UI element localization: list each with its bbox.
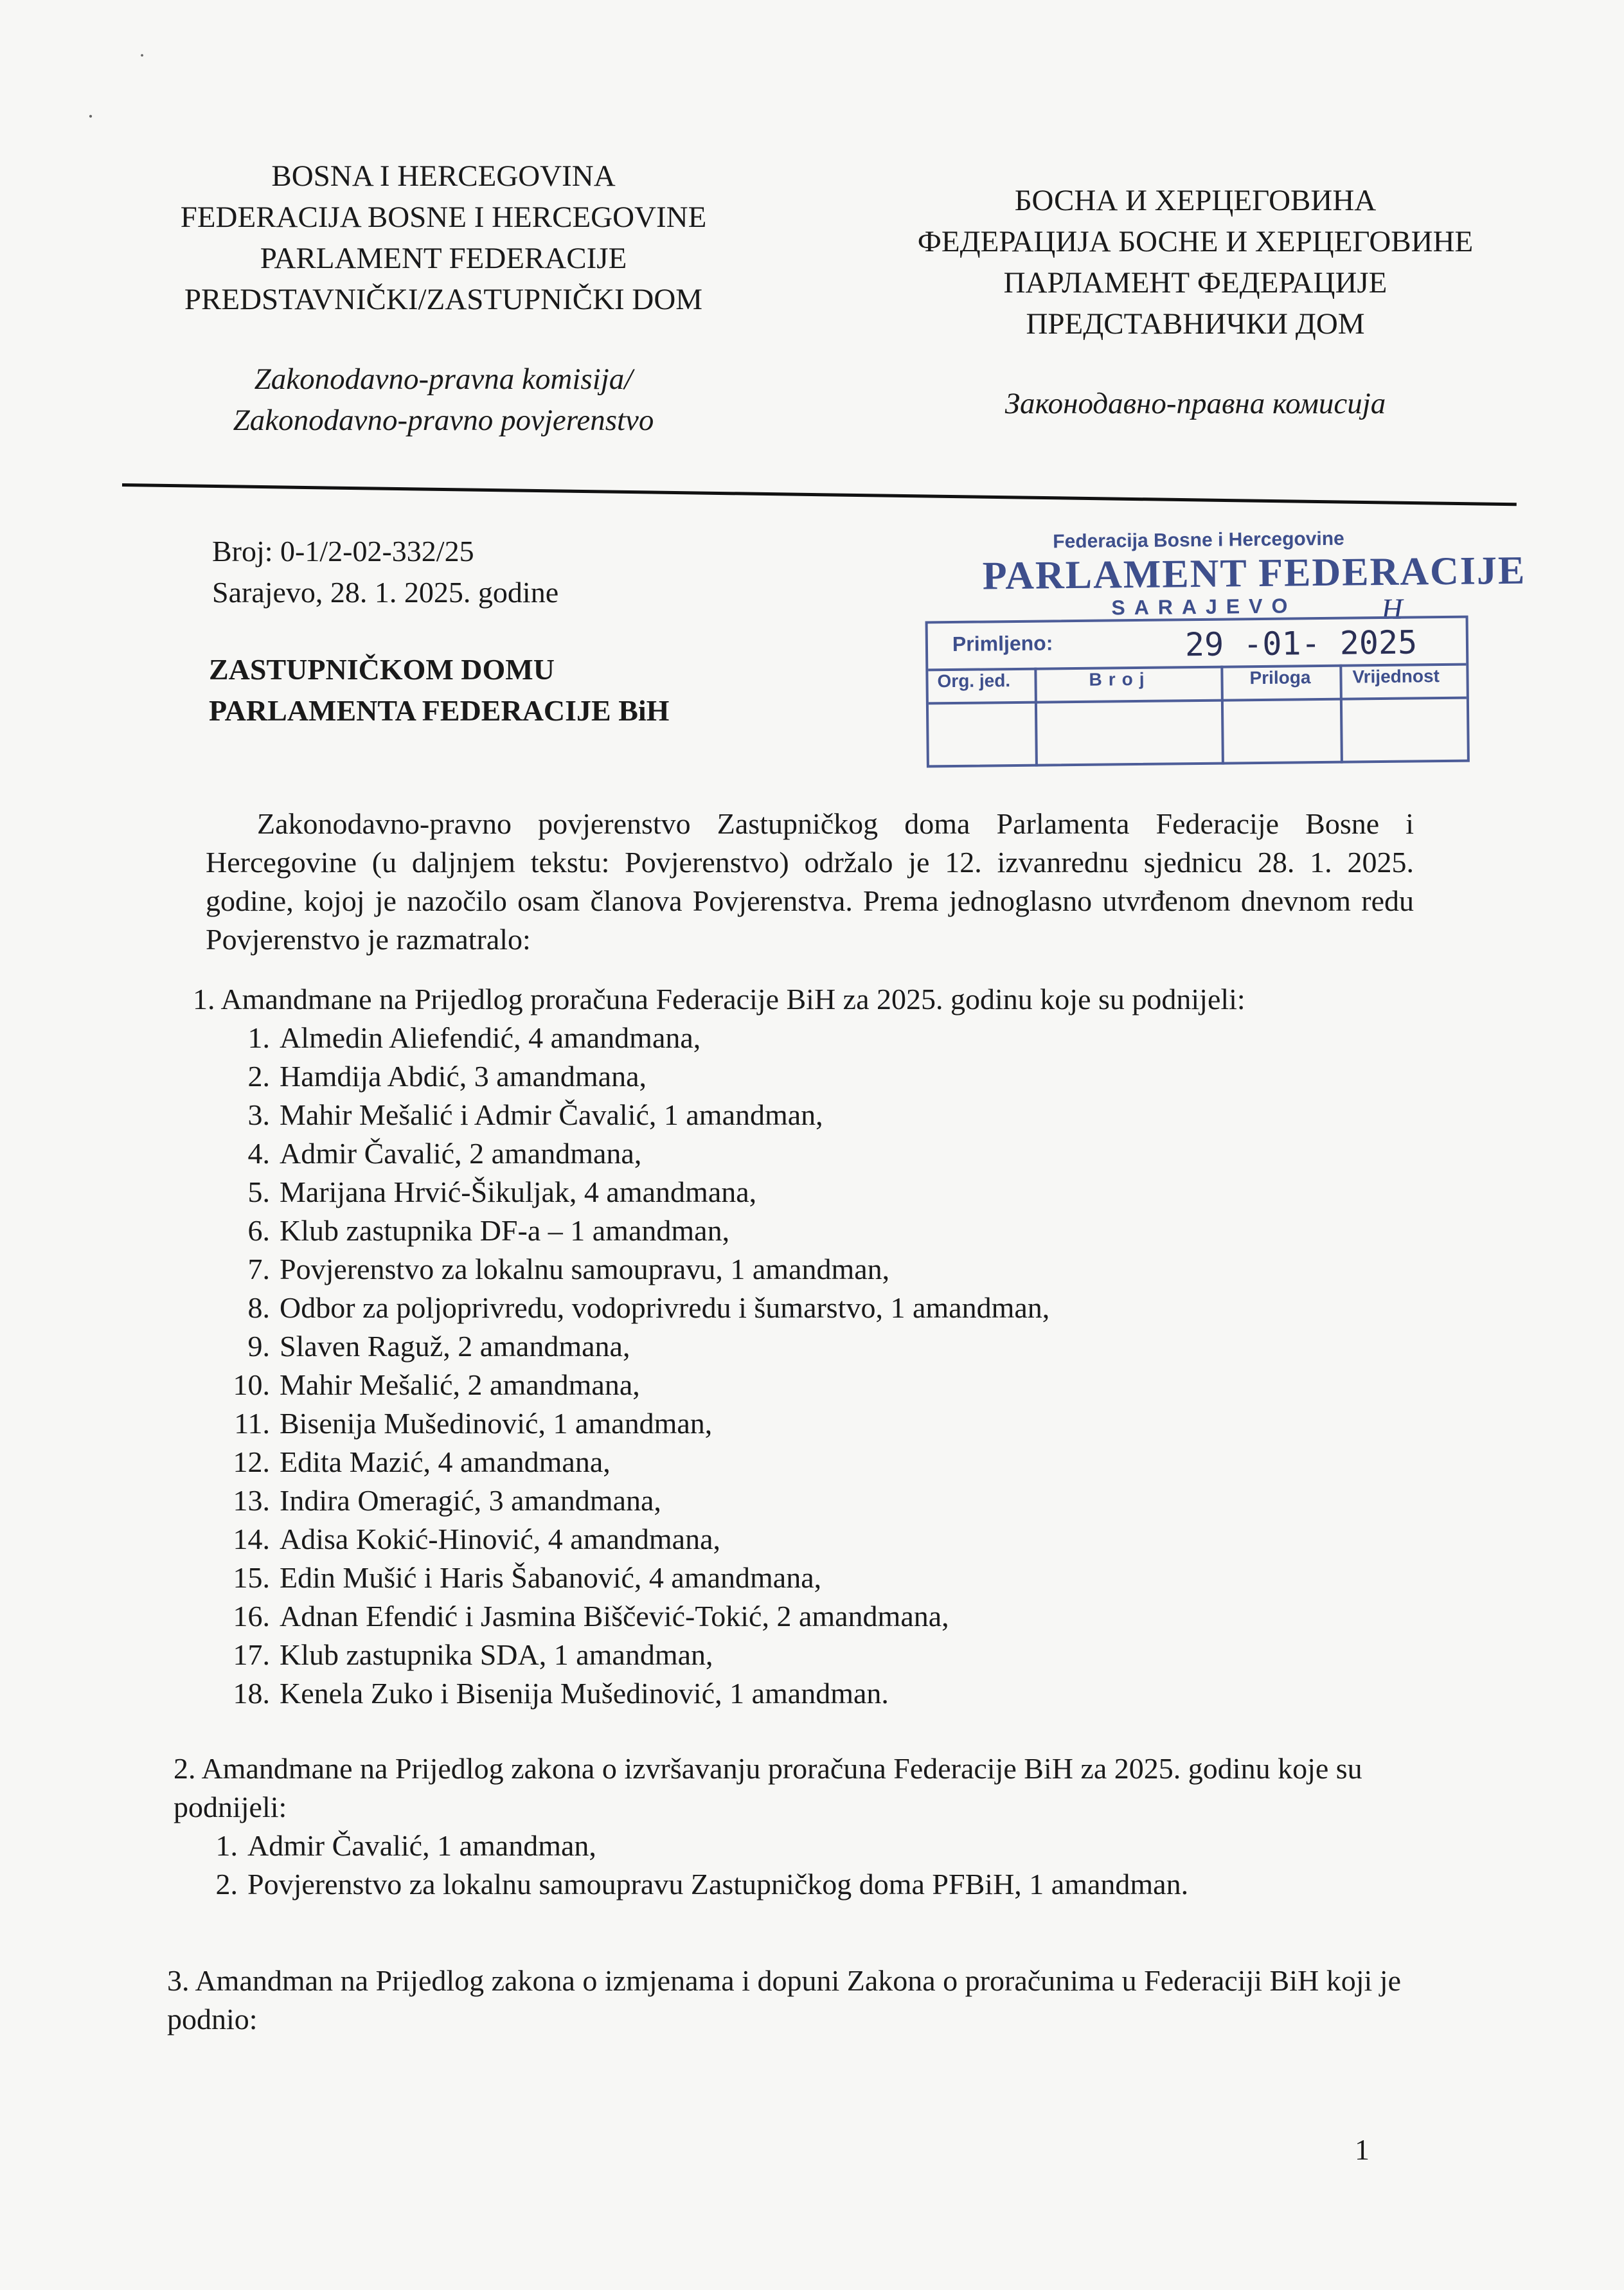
stamp-line-1: Federacija Bosne i Hercegovine [1053, 528, 1344, 553]
list-item [231, 1366, 1414, 1404]
header-right-subtitle: Законодавно-правна комисија [1004, 387, 1386, 420]
header-right-line: ФЕДЕРАЦИЈА БОСНЕ И ХЕРЦЕГОВИНЕ [917, 225, 1474, 258]
list-item [231, 1289, 1414, 1327]
addressee-line: ZASTUPNIČKOM DOMU [209, 653, 555, 686]
addressee-line: PARLAMENTA FEDERACIJE BiH [209, 694, 670, 727]
stamp-line-2: PARLAMENT FEDERACIJE [982, 548, 1526, 598]
list-item-number: 5. [247, 1176, 270, 1208]
section-1 [193, 980, 1414, 1713]
addressee [209, 649, 669, 731]
section-3-title: 3. Amandman na Prijedlog zakona o izmjenama i dopuni Zakona o proračunima u Federaciji BiH koji je podnio: [167, 1964, 1401, 2035]
list-item [231, 1250, 1414, 1289]
header-divider [122, 483, 1517, 506]
list-item-number: 11. [234, 1407, 270, 1440]
section-2-list [199, 1827, 1414, 1904]
document-date: Sarajevo, 28. 1. 2025. godine [212, 576, 559, 609]
list-item [231, 1019, 1414, 1057]
list-item-number: 10. [233, 1368, 270, 1401]
list-item-number: 17. [233, 1638, 270, 1671]
stamp-box [925, 616, 1470, 768]
list-item-number: 14. [233, 1523, 270, 1555]
stamp-col-broj: Broj [1089, 668, 1151, 690]
list-item-text: Adisa Kokić-Hinović, 4 amandmana, [280, 1523, 720, 1555]
list-item-number: 15. [233, 1561, 270, 1594]
section-3 [167, 1962, 1414, 2039]
list-item [231, 1327, 1414, 1366]
header-left-line: PARLAMENT FEDERACIJE [260, 242, 627, 275]
header-right-line: ПРЕДСТАВНИЧКИ ДОМ [1026, 307, 1365, 341]
section-1-title: 1. Amandmane na Prijedlog proračuna Federacije BiH za 2025. godinu koje su podnijeli: [193, 983, 1245, 1015]
list-item-number: 16. [233, 1600, 270, 1633]
list-item [231, 1559, 1414, 1597]
stamp-received-date: 29 -01- 2025 [1184, 623, 1418, 664]
list-item-number: 1. [247, 1021, 270, 1054]
stamp-handwritten-mark: H [1381, 592, 1403, 626]
list-item-text: Povjerenstvo za lokalnu samoupravu, 1 amandman, [280, 1253, 890, 1285]
stamp-col-vrijednost: Vrijednost [1352, 666, 1440, 687]
list-item-number: 4. [247, 1137, 270, 1170]
list-item [231, 1134, 1414, 1173]
list-item-text: Edin Mušić i Haris Šabanović, 4 amandmana, [280, 1561, 822, 1594]
list-item-text: Klub zastupnika SDA, 1 amandman, [280, 1638, 713, 1671]
list-item-number: 2. [247, 1060, 270, 1093]
list-item [231, 1096, 1414, 1134]
page-number: 1 [1355, 2133, 1370, 2166]
stamp-col-org: Org. jed. [937, 670, 1011, 692]
list-item-number: 7. [247, 1253, 270, 1285]
header-left-subtitle: Zakonodavno-pravno povjerenstvo [233, 404, 654, 437]
list-item-text: Almedin Aliefendić, 4 amandmana, [280, 1021, 701, 1054]
list-item-text: Mahir Mešalić, 2 amandmana, [280, 1368, 640, 1401]
header-left-line: PREDSTAVNIČKI/ZASTUPNIČKI DOM [184, 283, 703, 316]
list-item-text: Kenela Zuko i Bisenija Mušedinović, 1 amandman. [280, 1677, 889, 1710]
list-item-text: Admir Čavalić, 1 amandman, [247, 1829, 596, 1862]
list-item [231, 1404, 1414, 1443]
list-item [199, 1865, 1414, 1904]
header-right-line: ПАРЛАМЕНТ ФЕДЕРАЦИЈЕ [1003, 266, 1388, 300]
list-item-number: 1. [215, 1829, 238, 1862]
list-item [231, 1597, 1414, 1636]
list-item-text: Bisenija Mušedinović, 1 amandman, [280, 1407, 713, 1440]
section-1-list [231, 1019, 1414, 1713]
list-item-text: Slaven Raguž, 2 amandmana, [280, 1330, 630, 1363]
list-item-number: 9. [247, 1330, 270, 1363]
list-item-text: Marijana Hrvić-Šikuljak, 4 amandmana, [280, 1176, 757, 1208]
header-left-line: FEDERACIJA BOSNE I HERCEGOVINE [180, 201, 707, 234]
header-left-subtitle: Zakonodavno-pravna komisija/ [254, 362, 633, 396]
scan-speck: ˙ [138, 49, 146, 75]
document-meta [212, 531, 558, 613]
section-2-title: 2. Amandmane na Prijedlog zakona o izvršavanju proračuna Federacije BiH za 2025. godinu koje su podnijeli: [174, 1752, 1362, 1823]
list-item [199, 1827, 1414, 1865]
list-item-number: 18. [233, 1677, 270, 1710]
list-item [231, 1443, 1414, 1481]
header-left-line: BOSNA I HERCEGOVINA [271, 159, 616, 193]
stamp-col-priloga: Priloga [1249, 667, 1311, 688]
list-item-text: Klub zastupnika DF-a – 1 amandman, [280, 1214, 730, 1247]
list-item-number: 6. [247, 1214, 270, 1247]
stamp-received-label: Primljeno: [952, 631, 1053, 656]
list-item-text: Povjerenstvo za lokalnu samoupravu Zastupničkog doma PFBiH, 1 amandman. [247, 1868, 1189, 1901]
list-item [231, 1057, 1414, 1096]
list-item-text: Edita Mazić, 4 amandmana, [280, 1445, 611, 1478]
scan-speck: · [87, 103, 94, 129]
intro-text: Zakonodavno-pravno povjerenstvo Zastupničkog doma Parlamenta Federacije Bosne i Hercegovine (u daljnjem tekstu: Povjerenstvo) održalo je 12. izvanrednu sjednicu 28. 1. 2025. godine, kojoj je nazočilo osam članova Povjerenstva. Prema jednoglasno utvrđenom dnevnom redu Povjerenstvo je razmatralo: [206, 807, 1414, 956]
list-item-text: Adnan Efendić i Jasmina Biščević-Tokić, 2 amandmana, [280, 1600, 949, 1633]
list-item-text: Indira Omeragić, 3 amandmana, [280, 1484, 661, 1517]
list-item [231, 1674, 1414, 1713]
list-item-text: Mahir Mešalić i Admir Čavalić, 1 amandman, [280, 1098, 823, 1131]
list-item [231, 1173, 1414, 1212]
list-item-number: 3. [247, 1098, 270, 1131]
list-item-number: 2. [215, 1868, 238, 1901]
section-2 [174, 1749, 1414, 1904]
list-item-number: 12. [233, 1445, 270, 1478]
list-item [231, 1520, 1414, 1559]
header-right [887, 180, 1504, 424]
intro-paragraph [206, 805, 1414, 959]
list-item-text: Admir Čavalić, 2 amandmana, [280, 1137, 642, 1170]
list-item [231, 1212, 1414, 1250]
list-item [231, 1481, 1414, 1520]
received-stamp [918, 515, 1526, 778]
header-left [154, 156, 733, 441]
list-item-text: Hamdija Abdić, 3 amandmana, [280, 1060, 647, 1093]
list-item [231, 1636, 1414, 1674]
list-item-number: 13. [233, 1484, 270, 1517]
stamp-line-3: SARAJEVO [1111, 594, 1297, 620]
list-item-number: 8. [247, 1291, 270, 1324]
list-item-text: Odbor za poljoprivredu, vodoprivredu i šumarstvo, 1 amandman, [280, 1291, 1050, 1324]
document-number: Broj: 0-1/2-02-332/25 [212, 535, 474, 568]
header-right-line: БОСНА И ХЕРЦЕГОВИНА [1014, 184, 1377, 217]
